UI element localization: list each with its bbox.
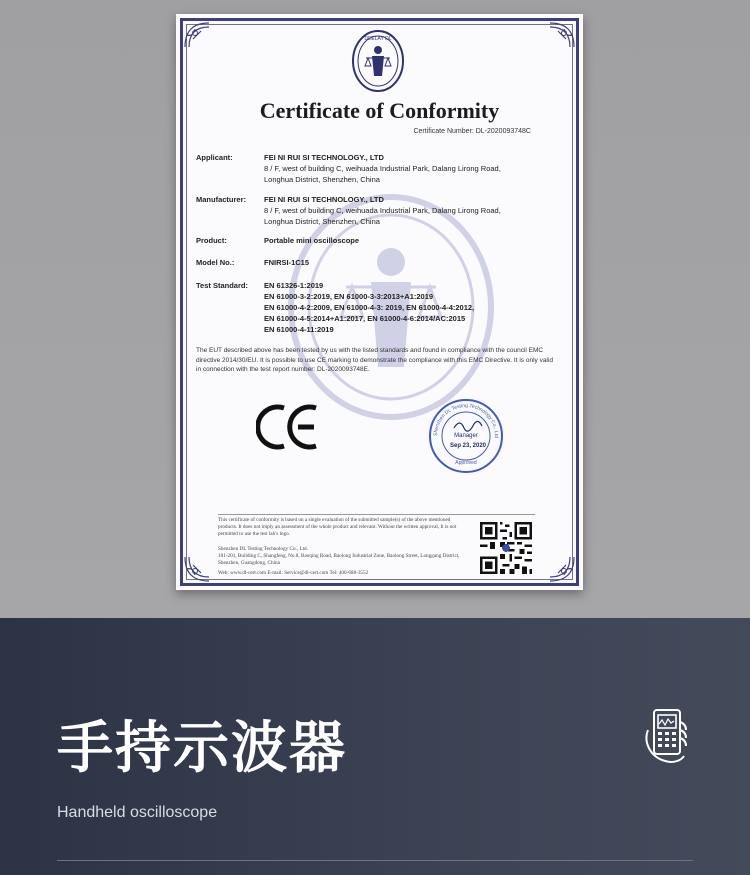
stamp-date: Sep 23, 2020	[449, 443, 487, 449]
product-label: Product:	[196, 236, 227, 245]
applicant-name: FEI NI RUI SI TECHNOLOGY., LTD	[264, 153, 384, 162]
manufacturer-label: Manufacturer:	[196, 195, 247, 204]
model-number: FNIRSI-1C15	[264, 258, 310, 267]
manufacturer-address-line: 8 / F, west of building C, weihuada Industrial Park, Dalang Lirong Road,	[264, 206, 501, 215]
product-banner	[0, 618, 750, 875]
applicant-value	[264, 152, 556, 185]
footer-company	[218, 546, 470, 567]
stamp-ring-text: Shenzhen DL Testing Technology Co., Ltd	[432, 402, 500, 438]
product-value	[264, 235, 556, 246]
lab-seal-logo	[350, 28, 406, 94]
test-standard-value	[264, 280, 556, 335]
test-standard-line: EN 61000-4-5:2014+A1:2017, EN 61000-4-6:2014/AC:2015	[264, 314, 466, 323]
corner-ornament-icon	[548, 21, 576, 49]
corner-ornament-icon	[548, 555, 576, 583]
model-label: Model No.:	[196, 258, 235, 267]
test-standard-line: EN 61000-3-2:2019, EN 61000-3-3:2013+A1:2019	[264, 292, 434, 301]
manufacturer-name: FEI NI RUI SI TECHNOLOGY., LTD	[264, 195, 384, 204]
test-standard-label: Test Standard:	[196, 281, 248, 290]
product-title-english: Handheld oscilloscope	[57, 804, 218, 821]
banner-divider	[57, 860, 693, 861]
compliance-statement: The EUT described above has been tested by us with the listed standards and found in compliance with the council EMC directive 2014/30/EU. It is possible to use CE marking to demonstrate the compliance with this EMC Directive. It is only valid in connection with the test report number: DL-2020093748E.	[196, 347, 553, 373]
product-title-chinese: 手持示波器	[57, 716, 347, 781]
certificate-title: Certificate of Conformity	[259, 98, 500, 123]
test-standard-line: EN 61326-1:2019	[264, 281, 324, 290]
certificate-number: Certificate Number: DL-2020093748C	[413, 128, 531, 135]
seal-lettering: DEELAY DL	[364, 36, 392, 42]
manufacturer-address-line: Longhua District, Shenzhen, China	[264, 217, 380, 226]
footer-contact: Web: www.dl-cert.com E-mail: Service@dl-cert.com Tel: 400-688-3552	[218, 570, 369, 576]
footer-disclaimer: This certificate of conformity is based on a single evaluation of the submitted sample(s) of the above mentioned products. It does not imply an assessment of the whole product and relevant. Without the written approval, It is not permitted to use the test lab's logo.	[218, 517, 457, 537]
applicant-address-line: 8 / F, west of building C, weihuada Industrial Park, Dalang Lirong Road,	[264, 164, 501, 173]
handheld-device-icon	[640, 706, 694, 766]
corner-ornament-icon	[183, 21, 211, 49]
footer-divider	[218, 514, 535, 515]
corner-ornament-icon	[183, 555, 211, 583]
approval-stamp	[428, 398, 504, 474]
applicant-label: Applicant:	[196, 153, 233, 162]
test-standard-line: EN 61000-4-11:2019	[264, 325, 334, 334]
test-standard-line: EN 61000-4-2:2009, EN 61000-4-3: 2019, EN 61000-4-4:2012,	[264, 303, 475, 312]
qr-code-icon	[480, 522, 532, 574]
certificate-document	[176, 14, 583, 590]
ce-mark-icon	[256, 402, 322, 452]
footer-company-name: Shenzhen DL Testing Technology Co., Ltd.	[218, 546, 308, 552]
model-value	[264, 257, 556, 268]
ce-mark-text: CE	[256, 402, 258, 403]
manufacturer-value	[264, 194, 556, 227]
applicant-address-line: Longhua District, Shenzhen, China	[264, 175, 380, 184]
footer-company-address: 101-201, Building C, Shangfeng, No.8, Baoqing Road, Baolong Industrial Zone, Baolong Street, Longgang District, Shenzhen, Guangdong, China	[218, 553, 460, 566]
stamp-role: Manager	[454, 433, 478, 439]
product-name: Portable mini oscilloscope	[264, 236, 360, 245]
stamp-approved: Approved	[455, 460, 477, 466]
